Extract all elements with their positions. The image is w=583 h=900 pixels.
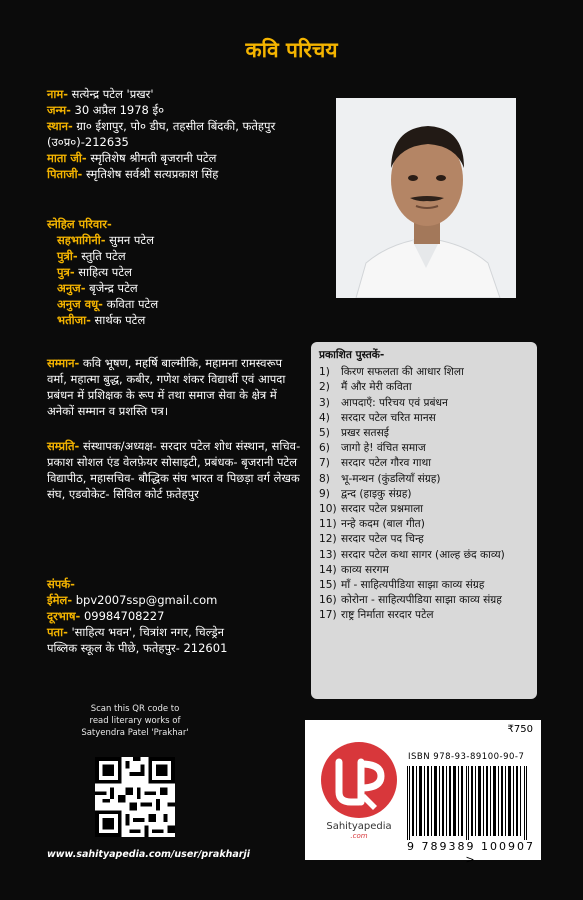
place-line (47, 118, 297, 150)
qr-code[interactable] (95, 757, 175, 837)
published-books-panel (311, 342, 537, 699)
list-item: 13) सरदार पटेल कथा सागर (आल्ह छंद काव्य) (319, 548, 529, 563)
family-name: सार्थक पटेल (90, 313, 146, 327)
father-line (47, 166, 297, 182)
family-heading: स्नेहिल परिवार- (47, 217, 112, 231)
address-label: पता- (47, 625, 68, 639)
family-relation: सहभागिनी- (57, 233, 106, 247)
list-item: 2) मैं और मेरी कविता (319, 380, 529, 395)
sahityapedia-logo-icon (319, 740, 399, 820)
poet-details (47, 86, 297, 182)
list-item: 16) कोरोना - साहित्यपीडिया साझा काव्य संग्रह (319, 593, 529, 608)
book-title: जागो हे! वंचित समाज (341, 442, 426, 455)
books-list (319, 365, 529, 623)
name-value: सत्येन्द्र पटेल 'प्रखर' (68, 87, 154, 101)
book-title: राष्ट्र निर्माता सरदार पटेल (341, 609, 434, 622)
book-title: भू-मन्थन (कुंडलियाँ संग्रह) (341, 472, 441, 485)
honors-section (47, 355, 302, 419)
current-text: संस्थापक/अध्यक्ष- सरदार पटेल शोध संस्थान, सचिव- प्रकाश सोशल एंड वेलफ़ेयर सोसाइटी, प्रबंधक- बृजरानी पटेल विद्यापीठ, महासचिव- बौद्धिक संघ भारत व पिछड़ा वर्ग लेखक संघ, एडवोकेट- सिविल कोर्ट फ़तेहपुर (47, 439, 301, 501)
family-relation: भतीजा- (57, 313, 91, 327)
barcode-number: 9 789389 100907 > (407, 840, 535, 866)
publisher-name: Sahityapedia (326, 821, 392, 832)
book-title: सरदार पटेल प्रश्नमाला (341, 503, 423, 516)
list-item: 15) माँ - साहित्यपीडिया साझा काव्य संग्रह (319, 578, 529, 593)
family-member (47, 232, 297, 248)
book-title: आपदाएँ: परिचय एवं प्रबंधन (341, 396, 448, 409)
address-value: 'साहित्य भवन', चित्रांश नगर, चिल्ड्रेन पब्लिक स्कूल के पीछे, फतेहपुर- 212601 (47, 625, 228, 655)
family-relation: पुत्र- (57, 265, 75, 279)
family-relation: अनुज- (57, 281, 86, 295)
author-photo (336, 98, 516, 298)
dob-label: जन्म- (47, 103, 71, 117)
list-item: 5) प्रखर सतसई (319, 426, 529, 441)
book-title: कोरोना - साहित्यपीडिया साझा काव्य संग्रह (341, 594, 502, 607)
phone-value: 09984708227 (80, 609, 165, 623)
current-section (47, 438, 302, 502)
list-item: 7) सरदार पटेल गौरव गाथा (319, 456, 529, 471)
page-title: कवि परिचय (245, 38, 338, 62)
family-relation: पुत्री- (57, 249, 78, 263)
list-item: 3) आपदाएँ: परिचय एवं प्रबंधन (319, 396, 529, 411)
family-name: बृजेन्द्र पटेल (85, 281, 138, 295)
mother-line (47, 150, 297, 166)
list-item: 10) सरदार पटेल प्रश्नमाला (319, 502, 529, 517)
list-item: 14) काव्य सरगम (319, 563, 529, 578)
family-member (47, 312, 297, 328)
phone-line (47, 608, 257, 624)
email-line (47, 592, 257, 608)
father-label: पिताजी- (47, 167, 83, 181)
family-name: कविता पटेल (102, 297, 159, 311)
contact-heading: संपर्क- (47, 577, 75, 591)
qr-caption: Scan this QR code to read literary works of Satyendra Patel 'Prakhar' (81, 704, 189, 738)
family-member (47, 248, 297, 264)
isbn: ISBN 978-93-89100-90-7 (408, 752, 525, 762)
barcode (405, 766, 533, 844)
address-line (47, 624, 257, 656)
book-title: द्वन्द (हाइकु संग्रह) (341, 487, 412, 500)
place-label: स्थान- (47, 119, 73, 133)
book-title: प्रखर सतसई (341, 427, 389, 440)
book-title: सरदार पटेल चरित मानस (341, 411, 436, 424)
publisher-domain: .com (350, 832, 368, 840)
place-value: ग्रा० ईशापुर, पो० डीघ, तहसील बिंदकी, फतेहपुर (उ०प्र०)-212635 (47, 119, 276, 149)
list-item: 17) राष्ट्र निर्माता सरदार पटेल (319, 608, 529, 623)
father-value: स्मृतिशेष सर्वश्री सत्यप्रकाश सिंह (82, 167, 219, 181)
mother-label: माता जी- (47, 151, 87, 165)
price: ₹750 (507, 724, 533, 735)
contact-section (47, 576, 257, 656)
list-item: 9) द्वन्द (हाइकु संग्रह) (319, 487, 529, 502)
list-item: 4) सरदार पटेल चरित मानस (319, 411, 529, 426)
list-item: 8) भू-मन्थन (कुंडलियाँ संग्रह) (319, 472, 529, 487)
book-title: सरदार पटेल पद चिन्ह (341, 533, 424, 546)
family-name: स्तुति पटेल (77, 249, 126, 263)
family-name: साहित्य पटेल (74, 265, 132, 279)
book-title: काव्य सरगम (341, 563, 389, 576)
mother-value: स्मृतिशेष श्रीमती बृजरानी पटेल (86, 151, 217, 165)
list-item: 1) किरण सफलता की आधार शिला (319, 365, 529, 380)
publisher-barcode-box (305, 720, 541, 866)
email-value[interactable]: bpv2007ssp@gmail.com (72, 593, 218, 607)
honor-text: कवि भूषण, महर्षि बाल्मीकि, महामना रामस्वरूप वर्मा, महात्मा बुद्ध, कबीर, गणेश शंकर विद्यार्थी एवं आपदा प्रबंधन में प्रशिक्षक के रूप में तथा समाज सेवा के क्षेत्र में अनेकों सम्मान व प्रशस्ति पत्र। (47, 356, 286, 418)
book-title: मैं और मेरी कविता (341, 381, 412, 394)
dob-line (47, 102, 297, 118)
list-item: 6) जागो हे! वंचित समाज (319, 441, 529, 456)
books-heading: प्रकाशित पुस्तकें- (319, 349, 385, 361)
book-title: सरदार पटेल गौरव गाथा (341, 457, 431, 470)
family-name: सुमन पटेल (105, 233, 155, 247)
list-item: 12) सरदार पटेल पद चिन्ह (319, 532, 529, 547)
book-title: किरण सफलता की आधार शिला (341, 366, 464, 379)
profile-url[interactable]: www.sahityapedia.com/user/prakharji (47, 849, 251, 860)
family-member (47, 280, 297, 296)
book-title: सरदार पटेल कथा सागर (आल्ह छंद काव्य) (341, 548, 505, 561)
book-title: नन्हे कदम (बाल गीत) (341, 518, 425, 531)
family-member (47, 296, 297, 312)
phone-label: दूरभाष- (47, 609, 81, 623)
book-title: माँ - साहित्यपीडिया साझा काव्य संग्रह (341, 579, 485, 592)
honor-label: सम्मान- (47, 356, 80, 370)
dob-value: 30 अप्रैल 1978 ई० (70, 103, 165, 117)
family-relation: अनुज वधू- (57, 297, 103, 311)
family-member (47, 264, 297, 280)
current-label: सम्प्रति- (47, 439, 80, 453)
list-item: 11) नन्हे कदम (बाल गीत) (319, 517, 529, 532)
family-section (47, 216, 297, 328)
name-label: नाम- (47, 87, 69, 101)
email-label: ईमेल- (47, 593, 73, 607)
name-line (47, 86, 297, 102)
